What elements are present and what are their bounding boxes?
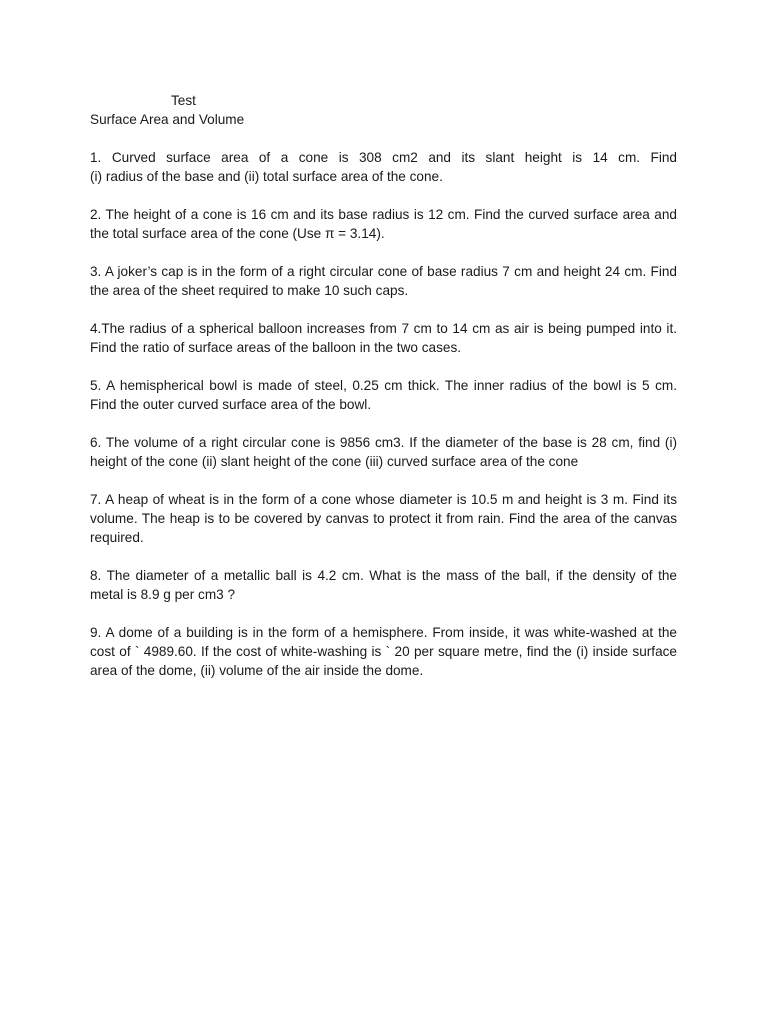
question-line: 3. A joker’s cap is in the form of a right circular cone of base radius 7 cm and height 24 cm. Find: [90, 264, 677, 279]
question-line: height of the cone (ii) slant height of the cone (iii) curved surface area of the cone: [90, 454, 579, 469]
question-line: 9. A dome of a building is in the form of a hemisphere. From inside, it was white-washed at the: [90, 625, 677, 640]
question-4: [90, 319, 677, 357]
question-line: volume. The heap is to be covered by canvas to protect it from rain. Find the area of the canvas: [90, 511, 677, 526]
question-line: 6. The volume of a right circular cone is 9856 cm3. If the diameter of the base is 28 cm, find (i): [90, 435, 677, 450]
question-line: area of the dome, (ii) volume of the air inside the dome.: [90, 663, 424, 678]
question-line: required.: [90, 530, 144, 545]
question-line: 1. Curved surface area of a cone is 308 cm2 and its slant height is 14 cm. Find: [90, 150, 677, 165]
question-line: Find the ratio of surface areas of the balloon in the two cases.: [90, 340, 462, 355]
question-2: [90, 205, 677, 243]
question-line: Find the outer curved surface area of the bowl.: [90, 397, 372, 412]
question-line: metal is 8.9 g per cm3 ?: [90, 587, 236, 602]
question-7: [90, 490, 677, 547]
question-line: 2. The height of a cone is 16 cm and its base radius is 12 cm. Find the curved surface area and: [90, 207, 677, 222]
document-page: [90, 91, 677, 699]
document-title: Test: [171, 93, 196, 108]
question-line: the area of the sheet required to make 10 such caps.: [90, 283, 409, 298]
question-line: (i) radius of the base and (ii) total surface area of the cone.: [90, 169, 443, 184]
question-5: [90, 376, 677, 414]
question-line: the total surface area of the cone (Use π = 3.14).: [90, 226, 385, 241]
question-list: [90, 148, 677, 680]
question-line: cost of ` 4989.60. If the cost of white-washing is ` 20 per square metre, find the (i) inside surface: [90, 644, 677, 659]
question-9: [90, 623, 677, 680]
question-3: [90, 262, 677, 300]
question-1: [90, 148, 677, 186]
question-line: 8. The diameter of a metallic ball is 4.2 cm. What is the mass of the ball, if the density of the: [90, 568, 677, 583]
question-6: [90, 433, 677, 471]
question-line: 4.The radius of a spherical balloon increases from 7 cm to 14 cm as air is being pumped into it.: [90, 321, 677, 336]
question-line: 7. A heap of wheat is in the form of a cone whose diameter is 10.5 m and height is 3 m. Find its: [90, 492, 677, 507]
question-8: [90, 566, 677, 604]
question-line: 5. A hemispherical bowl is made of steel, 0.25 cm thick. The inner radius of the bowl is 5 cm.: [90, 378, 677, 393]
document-subtitle: Surface Area and Volume: [90, 112, 245, 127]
